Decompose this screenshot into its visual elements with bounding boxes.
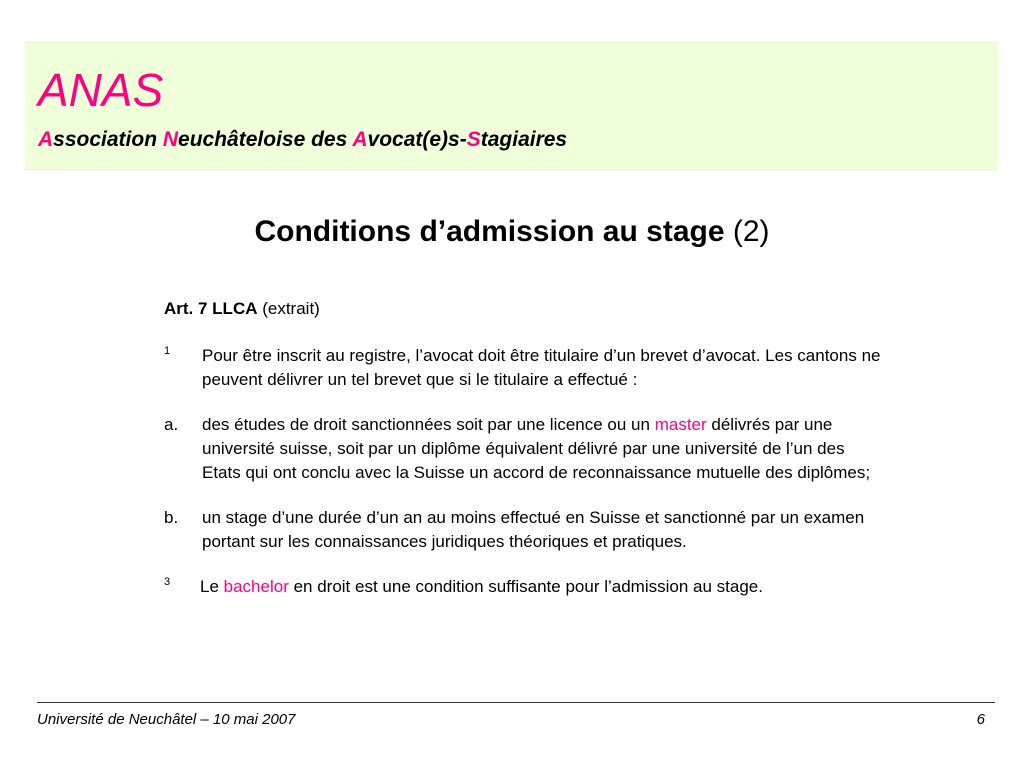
list-item-b	[164, 506, 884, 554]
slide-title-main: Conditions d’admission au stage	[254, 215, 725, 248]
org-fullname-part: tagiaires	[480, 128, 568, 151]
footer-divider	[37, 702, 995, 703]
slide-title-suffix: (2)	[724, 215, 770, 248]
highlight-master: master	[654, 415, 707, 434]
org-fullname-initial: A	[352, 128, 368, 151]
paragraph-text: Pour être inscrit au registre, l’avocat doit être titulaire d’un brevet d’avocat. Les cantons ne peuvent délivrer un tel brevet que si le titulaire a effectué :	[202, 346, 881, 389]
list-item-a	[164, 413, 884, 485]
paragraph-text: Le	[200, 577, 224, 596]
org-fullname-part: euchâteloise des	[178, 128, 353, 151]
paragraph-3	[164, 575, 884, 599]
paragraph-text: en droit est une condition suffisante pour l’admission au stage.	[288, 577, 763, 596]
header-band	[25, 42, 998, 170]
list-marker: b.	[164, 508, 179, 527]
list-item-text: des études de droit sanctionnées soit par une licence ou un	[202, 415, 655, 434]
list-marker: a.	[164, 415, 179, 434]
org-fullname-initial: N	[162, 128, 179, 151]
paragraph-1	[164, 344, 884, 392]
paragraph-marker: 1	[164, 345, 171, 357]
list-item-text: délivrés par une université suisse, soit par un diplôme équivalent délivré par une université de l’un des Etats qui ont conclu avec la Suisse un accord de reconnaissance mutuelle des diplômes;	[202, 415, 871, 482]
article-reference-main: Art. 7 LLCA	[164, 299, 258, 318]
paragraph-marker: 3	[164, 576, 171, 588]
highlight-bachelor: bachelor	[223, 577, 289, 596]
org-fullname	[38, 128, 567, 151]
article-reference-note: (extrait)	[257, 299, 320, 318]
org-fullname-part: vocat(e)s-	[367, 128, 467, 151]
org-acronym: ANAS	[38, 64, 164, 116]
slide-title	[0, 214, 1024, 250]
footer-text: Université de Neuchâtel – 10 mai 2007	[37, 711, 296, 728]
org-fullname-initial: A	[38, 128, 54, 151]
page-number: 6	[976, 711, 985, 728]
article-content	[164, 297, 884, 620]
list-item-text: un stage d’une durée d’un an au moins effectué en Suisse et sanctionné par un examen portant sur les connaissances juridiques théoriques et pratiques.	[202, 508, 865, 551]
org-fullname-part: ssociation	[53, 128, 163, 151]
article-reference	[164, 297, 884, 321]
org-fullname-initial: S	[466, 128, 481, 151]
